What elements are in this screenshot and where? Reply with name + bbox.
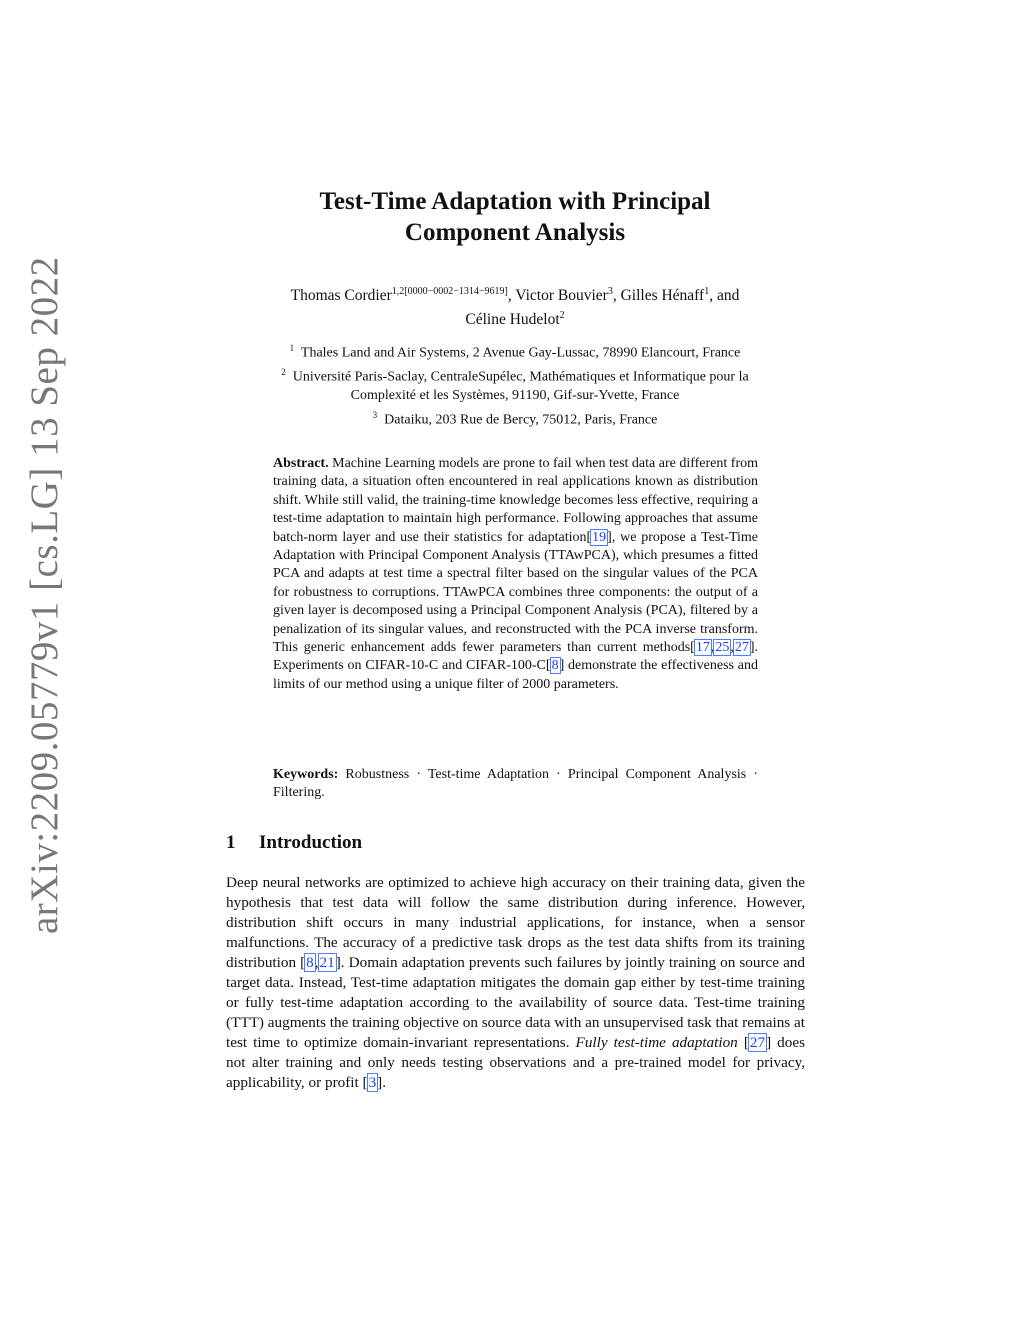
citation-link[interactable]: 27 xyxy=(734,640,749,656)
affiliation-1 xyxy=(220,339,810,363)
intro-text: does not alter training and only needs testing observations and a pre-trained model for privacy, applicability, or profit xyxy=(226,1034,805,1091)
title-line-2: Component Analysis xyxy=(404,219,626,246)
abstract-text: , we propose a Test-Time Adaptation with Principal Component Analysis (TTAwPCA), which presumes a fitted PCA and adapts at test time a spectral filter based on the singular values of the PCA for robustness to corruptions. TTAwPCA combines three components: the output of a given layer is decomposed using a Principal Component Analysis (PCA), filtered by a penalization of its singular values, and reconstructed with the PCA inverse transform. This generic enhancement adds fewer parameters than current methods xyxy=(273,529,758,656)
affiliation-3 xyxy=(220,406,810,430)
author-sup: 1,2[0000−0002−1314−9619] xyxy=(391,286,508,297)
author-name: Céline Hudelot xyxy=(465,311,560,329)
author-conjunction: , and xyxy=(709,287,740,305)
citation-link[interactable]: 17 xyxy=(695,640,710,656)
affiliation-text: Université Paris-Saclay, CentraleSupélec, Mathématiques et Informatique pour la xyxy=(292,369,749,385)
affiliation-sup: 2 xyxy=(281,367,286,378)
abstract-text: . Experiments on CIFAR-10-C and CIFAR-100-C xyxy=(273,640,758,674)
keywords xyxy=(273,766,758,803)
affiliation-text: Dataiku, 203 Rue de Bercy, 75012, Paris, France xyxy=(384,412,658,428)
author-name: , Gilles Hénaff xyxy=(612,287,705,305)
author-line-1 xyxy=(220,282,810,306)
paper-title xyxy=(220,186,810,248)
affiliation-2 xyxy=(220,363,810,387)
affiliation-2-cont xyxy=(220,387,810,406)
affiliation-sup: 1 xyxy=(289,343,295,353)
citation-link[interactable]: 3 xyxy=(368,1074,377,1091)
title-line-1: Test-Time Adaptation with Principal xyxy=(319,188,711,215)
author-sup: 3 xyxy=(607,286,613,297)
keywords-text: Robustness · Test-time Adaptation · Principal Component Analysis · Filtering. xyxy=(273,767,758,801)
citation-link[interactable]: 25 xyxy=(715,640,730,656)
intro-text: Deep neural networks are optimized to achieve high accuracy on their training data, given the hypothesis that test data will follow the same distribution during inference. However, distribution shift occurs in many industrial applications, for instance, when a sensor malfunctions. The accuracy of a predictive task drops as the test data shifts from its training distribution xyxy=(226,874,805,971)
citation-link[interactable]: 19 xyxy=(592,529,607,545)
citation-link[interactable]: 21 xyxy=(319,954,335,971)
keywords-label: Keywords: xyxy=(273,767,339,782)
section-number: 1 xyxy=(226,832,236,853)
abstract-text: demonstrate the effectiveness and limits of our method using a unique filter of 2000 parameters. xyxy=(273,658,758,692)
intro-emphasis: Fully test-time adaptation xyxy=(575,1034,738,1051)
affiliations xyxy=(220,339,810,430)
affiliation-text: Thales Land and Air Systems, 2 Avenue Gay-Lussac, 78990 Elancourt, France xyxy=(300,345,741,361)
abstract-label: Abstract. xyxy=(273,456,329,471)
affiliation-text: Complexité et les Systèmes, 91190, Gif-sur-Yvette, France xyxy=(350,388,680,404)
abstract-text: Machine Learning models are prone to fail when test data are different from training data, a situation often encountered in real applications known as distribution shift. While still valid, the training-time knowledge becomes less effective, requiring a test-time adaptation to maintain high performance. Following approaches that assume batch-norm layer and use their statistics for adaptation xyxy=(273,456,758,545)
section-heading xyxy=(226,832,362,854)
author-name: Thomas Cordier xyxy=(290,287,392,305)
intro-text: . xyxy=(382,1074,387,1091)
citation-link[interactable]: 8 xyxy=(551,658,559,674)
author-line-2 xyxy=(220,306,810,330)
intro-paragraph: Deep neural networks are optimized to achieve high accuracy on their training data, given the hypothesis that test data will follow the same distribution during inference. However, distribution shift occurs in many industrial applications, for instance, when a sensor malfunctions. The accuracy of a predictive task drops as the test data shifts from its training distribution [8,21]. Domain adaptation prevents such failures by jointly training on source and target data. Instead, Test-time adaptation mitigates the domain gap either by test-time training or fully test-time adaptation according to the availability of source data. Test-time training (TTT) augments the training objective on source data with an unsupervised task that remains at test time to optimize domain-invariant representations. Fully test-time adaptation [27] does not alter training and only needs testing observations and a pre-trained model for privacy, applicability, or profit [3]. xyxy=(226,874,805,1091)
citation-link[interactable]: 27 xyxy=(749,1034,766,1051)
author-name: , Victor Bouvier xyxy=(507,287,608,305)
abstract: Abstract. Machine Learning models are prone to fail when test data are different from training data, a situation often encountered in real applications known as distribution shift. While still valid, the training-time knowledge becomes less effective, requiring a test-time adaptation to maintain high performance. Following approaches that assume batch-norm layer and use their statistics for adaptation[19], we propose a Test-Time Adaptation with Principal Component Analysis (TTAwPCA), which presumes a fitted PCA and adapts at test time a spectral filter based on the singular values of the PCA for robustness to corruptions. TTAwPCA combines three components: the output of a given layer is decomposed using a Principal Component Analysis (PCA), filtered by a penalization of its singular values, and reconstructed with the PCA inverse transform. This generic enhancement adds fewer parameters than current methods[17,25,27]. Experiments on CIFAR-10-C and CIFAR-100-C[8] demonstrate the effectiveness and limits of our method using a unique filter of 2000 parameters. xyxy=(273,456,758,692)
arxiv-identifier: arXiv:2209.05779v1 [cs.LG] 13 Sep 2022 xyxy=(23,256,66,934)
affiliation-sup: 3 xyxy=(372,409,378,420)
author-list xyxy=(220,282,810,330)
intro-text: . Domain adaptation prevents such failures by jointly training on source and target data. Instead, Test-time adaptation mitigates the domain gap either by test-time training or fully test-time adaptation according to the availability of source data. Test-time training (TTT) augments the training objective on source data with an unsupervised task that remains at test time to optimize domain-invariant representations. xyxy=(226,954,805,1051)
author-sup: 2 xyxy=(559,310,565,322)
section-title: Introduction xyxy=(259,832,363,853)
author-sup: 1 xyxy=(704,286,710,297)
citation-link[interactable]: 8 xyxy=(306,954,314,971)
